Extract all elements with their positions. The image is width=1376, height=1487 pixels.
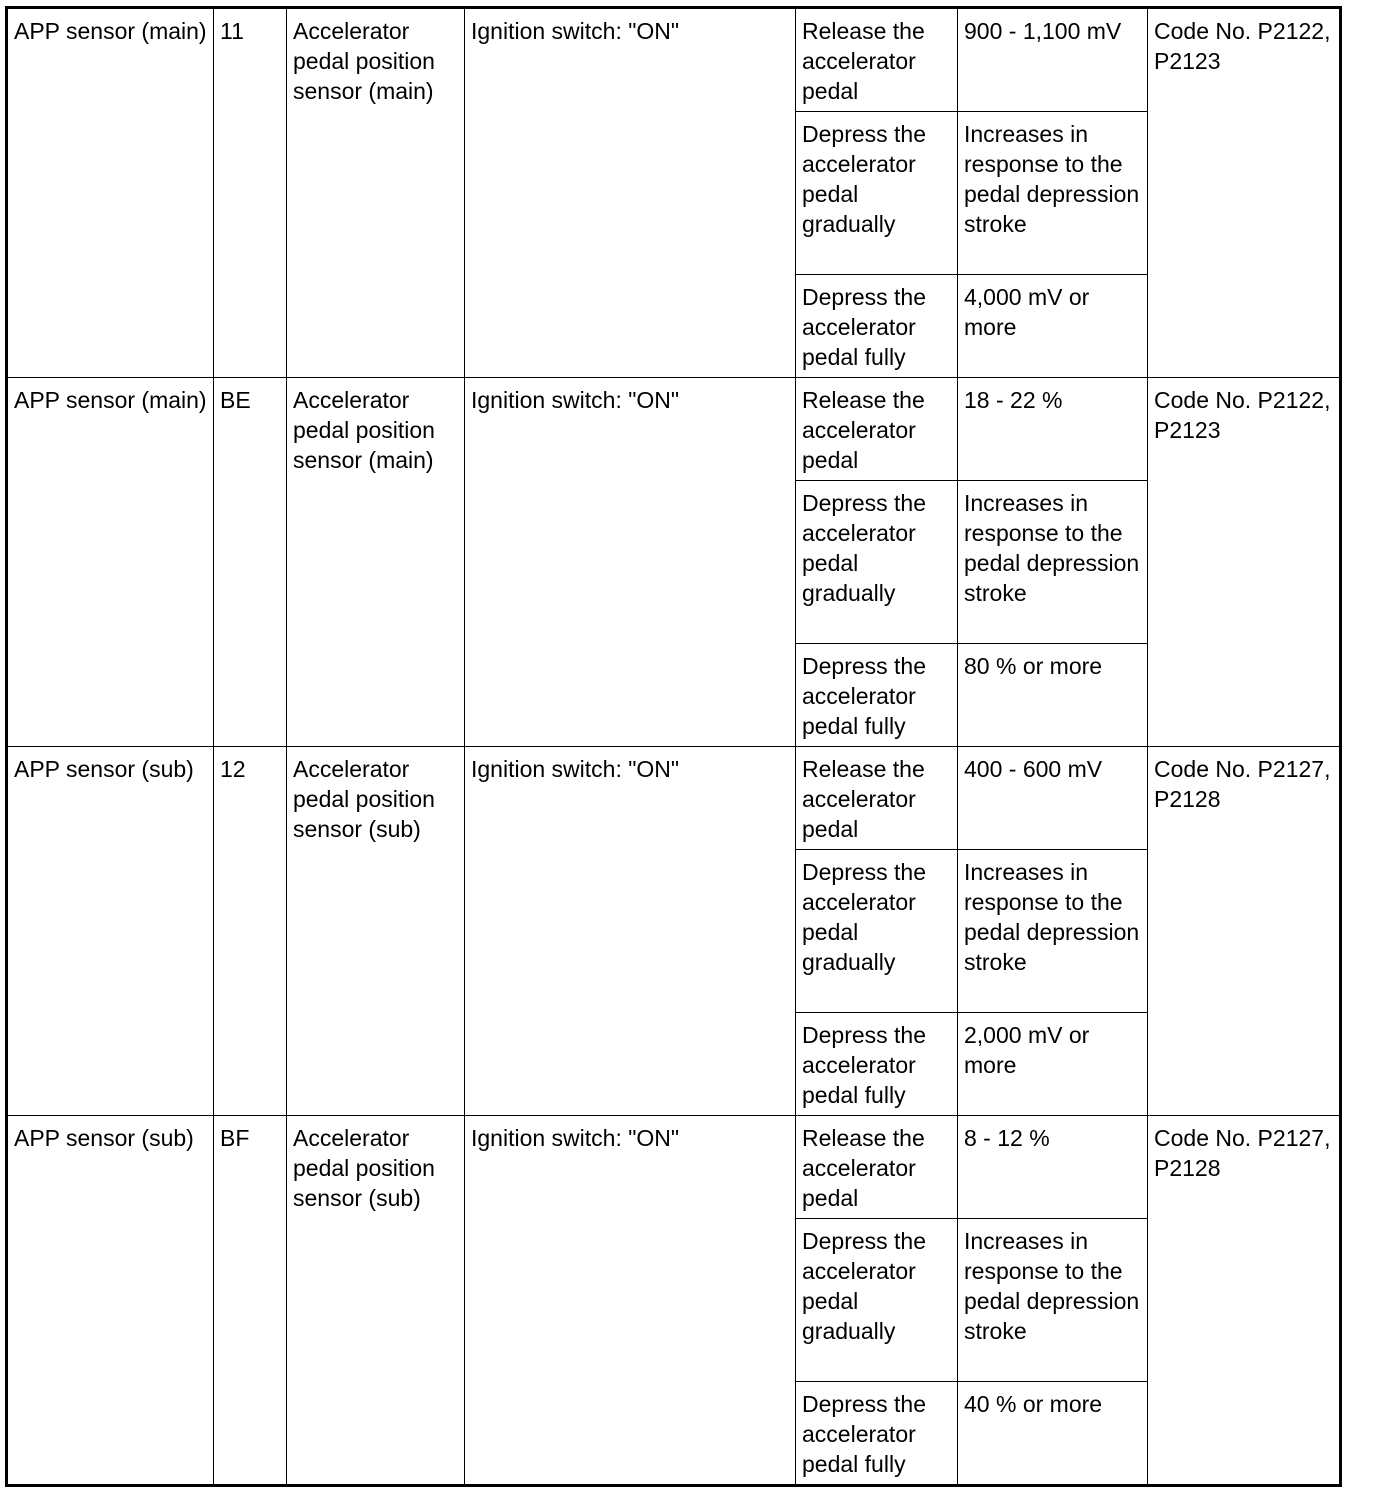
table-row [7, 8, 1341, 112]
value-cell: 4,000 mV or more [958, 275, 1148, 378]
table-row [7, 747, 1341, 850]
condition-cell: Ignition switch: "ON" [465, 747, 796, 1116]
state-cell: Depress the accelerator pedal fully [796, 1382, 958, 1486]
description-cell: Accelerator pedal position sensor (sub) [287, 1116, 465, 1486]
value-cell: 8 - 12 % [958, 1116, 1148, 1219]
condition-cell: Ignition switch: "ON" [465, 8, 796, 378]
state-cell: Release the accelerator pedal [796, 378, 958, 481]
remarks-cell: Code No. P2127, P2128 [1148, 747, 1341, 1116]
remarks-cell: Code No. P2122, P2123 [1148, 8, 1341, 378]
item-cell: APP sensor (main) [7, 378, 214, 747]
remarks-cell: Code No. P2122, P2123 [1148, 378, 1341, 747]
value-cell: 900 - 1,100 mV [958, 8, 1148, 112]
value-cell: Increases in response to the pedal depression stroke [958, 112, 1148, 275]
state-cell: Depress the accelerator pedal gradually [796, 112, 958, 275]
terminal-cell: 12 [214, 747, 287, 1116]
table-row [7, 378, 1341, 481]
state-cell: Release the accelerator pedal [796, 747, 958, 850]
description-cell: Accelerator pedal position sensor (sub) [287, 747, 465, 1116]
value-cell: 40 % or more [958, 1382, 1148, 1486]
state-cell: Depress the accelerator pedal gradually [796, 850, 958, 1013]
terminal-cell: BF [214, 1116, 287, 1486]
description-cell: Accelerator pedal position sensor (main) [287, 8, 465, 378]
description-cell: Accelerator pedal position sensor (main) [287, 378, 465, 747]
terminal-cell: BE [214, 378, 287, 747]
state-cell: Release the accelerator pedal [796, 1116, 958, 1219]
value-cell: 2,000 mV or more [958, 1013, 1148, 1116]
table-row [7, 1116, 1341, 1219]
state-cell: Release the accelerator pedal [796, 8, 958, 112]
state-cell: Depress the accelerator pedal fully [796, 275, 958, 378]
spec-table [5, 6, 1342, 1487]
state-cell: Depress the accelerator pedal fully [796, 1013, 958, 1116]
state-cell: Depress the accelerator pedal gradually [796, 481, 958, 644]
condition-cell: Ignition switch: "ON" [465, 378, 796, 747]
value-cell: 80 % or more [958, 644, 1148, 747]
terminal-cell: 11 [214, 8, 287, 378]
state-cell: Depress the accelerator pedal gradually [796, 1219, 958, 1382]
value-cell: Increases in response to the pedal depression stroke [958, 481, 1148, 644]
item-cell: APP sensor (sub) [7, 747, 214, 1116]
condition-cell: Ignition switch: "ON" [465, 1116, 796, 1486]
item-cell: APP sensor (sub) [7, 1116, 214, 1486]
value-cell: 18 - 22 % [958, 378, 1148, 481]
value-cell: 400 - 600 mV [958, 747, 1148, 850]
remarks-cell: Code No. P2127, P2128 [1148, 1116, 1341, 1486]
value-cell: Increases in response to the pedal depression stroke [958, 1219, 1148, 1382]
state-cell: Depress the accelerator pedal fully [796, 644, 958, 747]
value-cell: Increases in response to the pedal depression stroke [958, 850, 1148, 1013]
item-cell: APP sensor (main) [7, 8, 214, 378]
